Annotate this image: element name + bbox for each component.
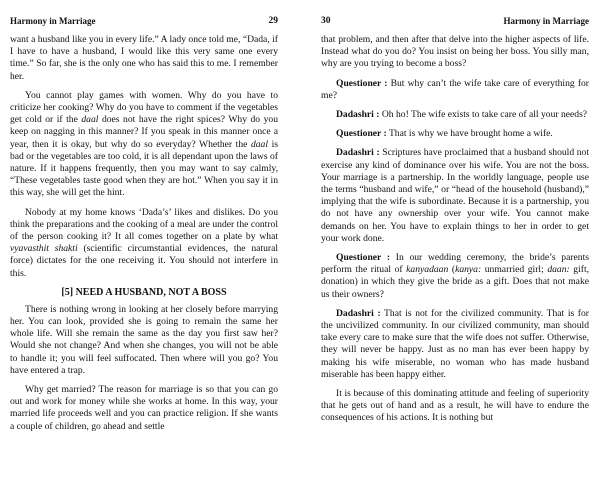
text-run: Scriptures have proclaimed that a husband should not exercise any kind of dominance over his wife. You are not the boss. Your marriage is a partnership. In the worldly language, people use the terms “husband and wife,” or “head of the household (husband),” implying that the wife is subordinate. Because it is a partnership, you do not have any ownership over your wife. You cannot make demands on her. You have to explain things to her in order to get your work done. bbox=[321, 147, 589, 244]
text-run: But why can’t the wife take care of everything for me? bbox=[321, 77, 589, 101]
left-paragraph-5: Why get married? The reason for marriage is so that you can go out and work for money while she works at home. In this way, your married life proceeds well and you can practice religion. If she wants a couple of children, go ahead and settle bbox=[10, 384, 278, 432]
left-page-number: 29 bbox=[268, 16, 278, 26]
left-paragraph-2 bbox=[10, 90, 278, 200]
text-run: You cannot play games with women. Why do you have to criticize her cooking? Why do you have to comment if the vegetables get cold or if the bbox=[10, 89, 278, 126]
questioner-3 bbox=[321, 252, 589, 301]
dadashri-3 bbox=[321, 308, 589, 381]
text-run: is bad or the vegetables are too cold, it is all dependant upon the laws of nature. If it happens frequently, then you may want to say calmly, “These vegetables taste good when they are hot.” When you say it in this way, she will get the hint. bbox=[10, 138, 278, 199]
text-run: ( bbox=[448, 264, 456, 276]
speaker-label: Questioner : bbox=[336, 77, 388, 89]
term-daan: daan: bbox=[547, 264, 570, 276]
left-paragraph-1: want a husband like you in every life.” A lady once told me, “Dada, if I have to have a husband, I would like this very same one every time.” So far, she is the only one who has said this to me. I remember her. bbox=[10, 34, 278, 82]
dadashri-1 bbox=[321, 109, 589, 121]
right-page-header bbox=[321, 16, 589, 34]
speaker-label: Questioner : bbox=[336, 128, 387, 140]
right-paragraph-last: It is because of this dominating attitude and feeling of superiority that he gets out of hand and as a result, he will have to endure the consequences of his actions. It is nothing but bbox=[321, 388, 589, 424]
speaker-label: Dadashri : bbox=[336, 109, 380, 121]
questioner-1 bbox=[321, 78, 589, 102]
right-page bbox=[321, 16, 589, 478]
term-daal: daal bbox=[250, 138, 269, 150]
text-run: Nobody at my home knows ‘Dada’s’ likes and dislikes. Do you think the preparations and the cooking of a meal are under the control of the person cooking it? It all comes together on a plate by what bbox=[10, 206, 278, 243]
speaker-label: Dadashri : bbox=[336, 307, 381, 319]
text-run: gift, donation) in which they give the bride as a gift. Does that not make us their owners? bbox=[321, 264, 589, 300]
text-run: unmarried girl; bbox=[481, 264, 548, 276]
text-run: does not have the right spices? Why do you keep on nagging in this manner? If you speak in this manner once a year, then it is okay, but why do so everyday? Whether the bbox=[10, 114, 278, 150]
term-kanyadaan: kanyadaan bbox=[406, 264, 449, 276]
section-heading: [5] NEED A HUSBAND, NOT A BOSS bbox=[61, 286, 227, 298]
right-paragraph-1: that problem, and then after that delve into the higher aspects of life. Instead what do you do? You insist on being her boss. You silly man, why are you trying to become a boss? bbox=[321, 34, 589, 70]
left-paragraph-4: There is nothing wrong in looking at her closely before marrying her. You can look, provided she is going to remain the same her whole life. Will she remain the same as the day you first saw her? Would she not change? And when she changes, you will not be able to handle it; you will feel suffocated. Then where will you go? You have entered a trap. bbox=[10, 303, 278, 376]
text-run: (scientific circumstantial evidences, the natural force) dictates for the one receiving it. You should not interfere in this. bbox=[10, 243, 278, 279]
speaker-label: Questioner : bbox=[336, 252, 391, 264]
text-run: That is not for the civilized community. That is for the uncivilized community. In our civilized community, man should take every care to make sure that the wife does not suffer. Otherwise, they will never be happy. Just as no man has ever been happy by making his wife miserable, no woman who has made husband miserable has been happy either. bbox=[321, 307, 589, 380]
right-header-title: Harmony in Marriage bbox=[503, 16, 589, 26]
left-paragraph-3 bbox=[10, 207, 278, 280]
left-page-header bbox=[10, 16, 278, 34]
left-page bbox=[10, 16, 278, 478]
text-run: Oh ho! The wife exists to take care of all your needs? bbox=[379, 109, 588, 121]
dadashri-2 bbox=[321, 147, 589, 245]
speaker-label: Dadashri : bbox=[336, 147, 380, 159]
left-header-title: Harmony in Marriage bbox=[10, 16, 96, 26]
text-run: That is why we have brought home a wife. bbox=[386, 128, 553, 140]
text-run: In our wedding ceremony, the bride’s parents perform the ritual of bbox=[321, 252, 589, 276]
right-page-number: 30 bbox=[321, 16, 331, 26]
term-vyavasthit-shakti: vyavasthit shakti bbox=[10, 243, 78, 255]
term-daal: daal bbox=[81, 114, 99, 126]
term-kanya: kanya: bbox=[455, 264, 482, 276]
questioner-2 bbox=[321, 128, 589, 140]
